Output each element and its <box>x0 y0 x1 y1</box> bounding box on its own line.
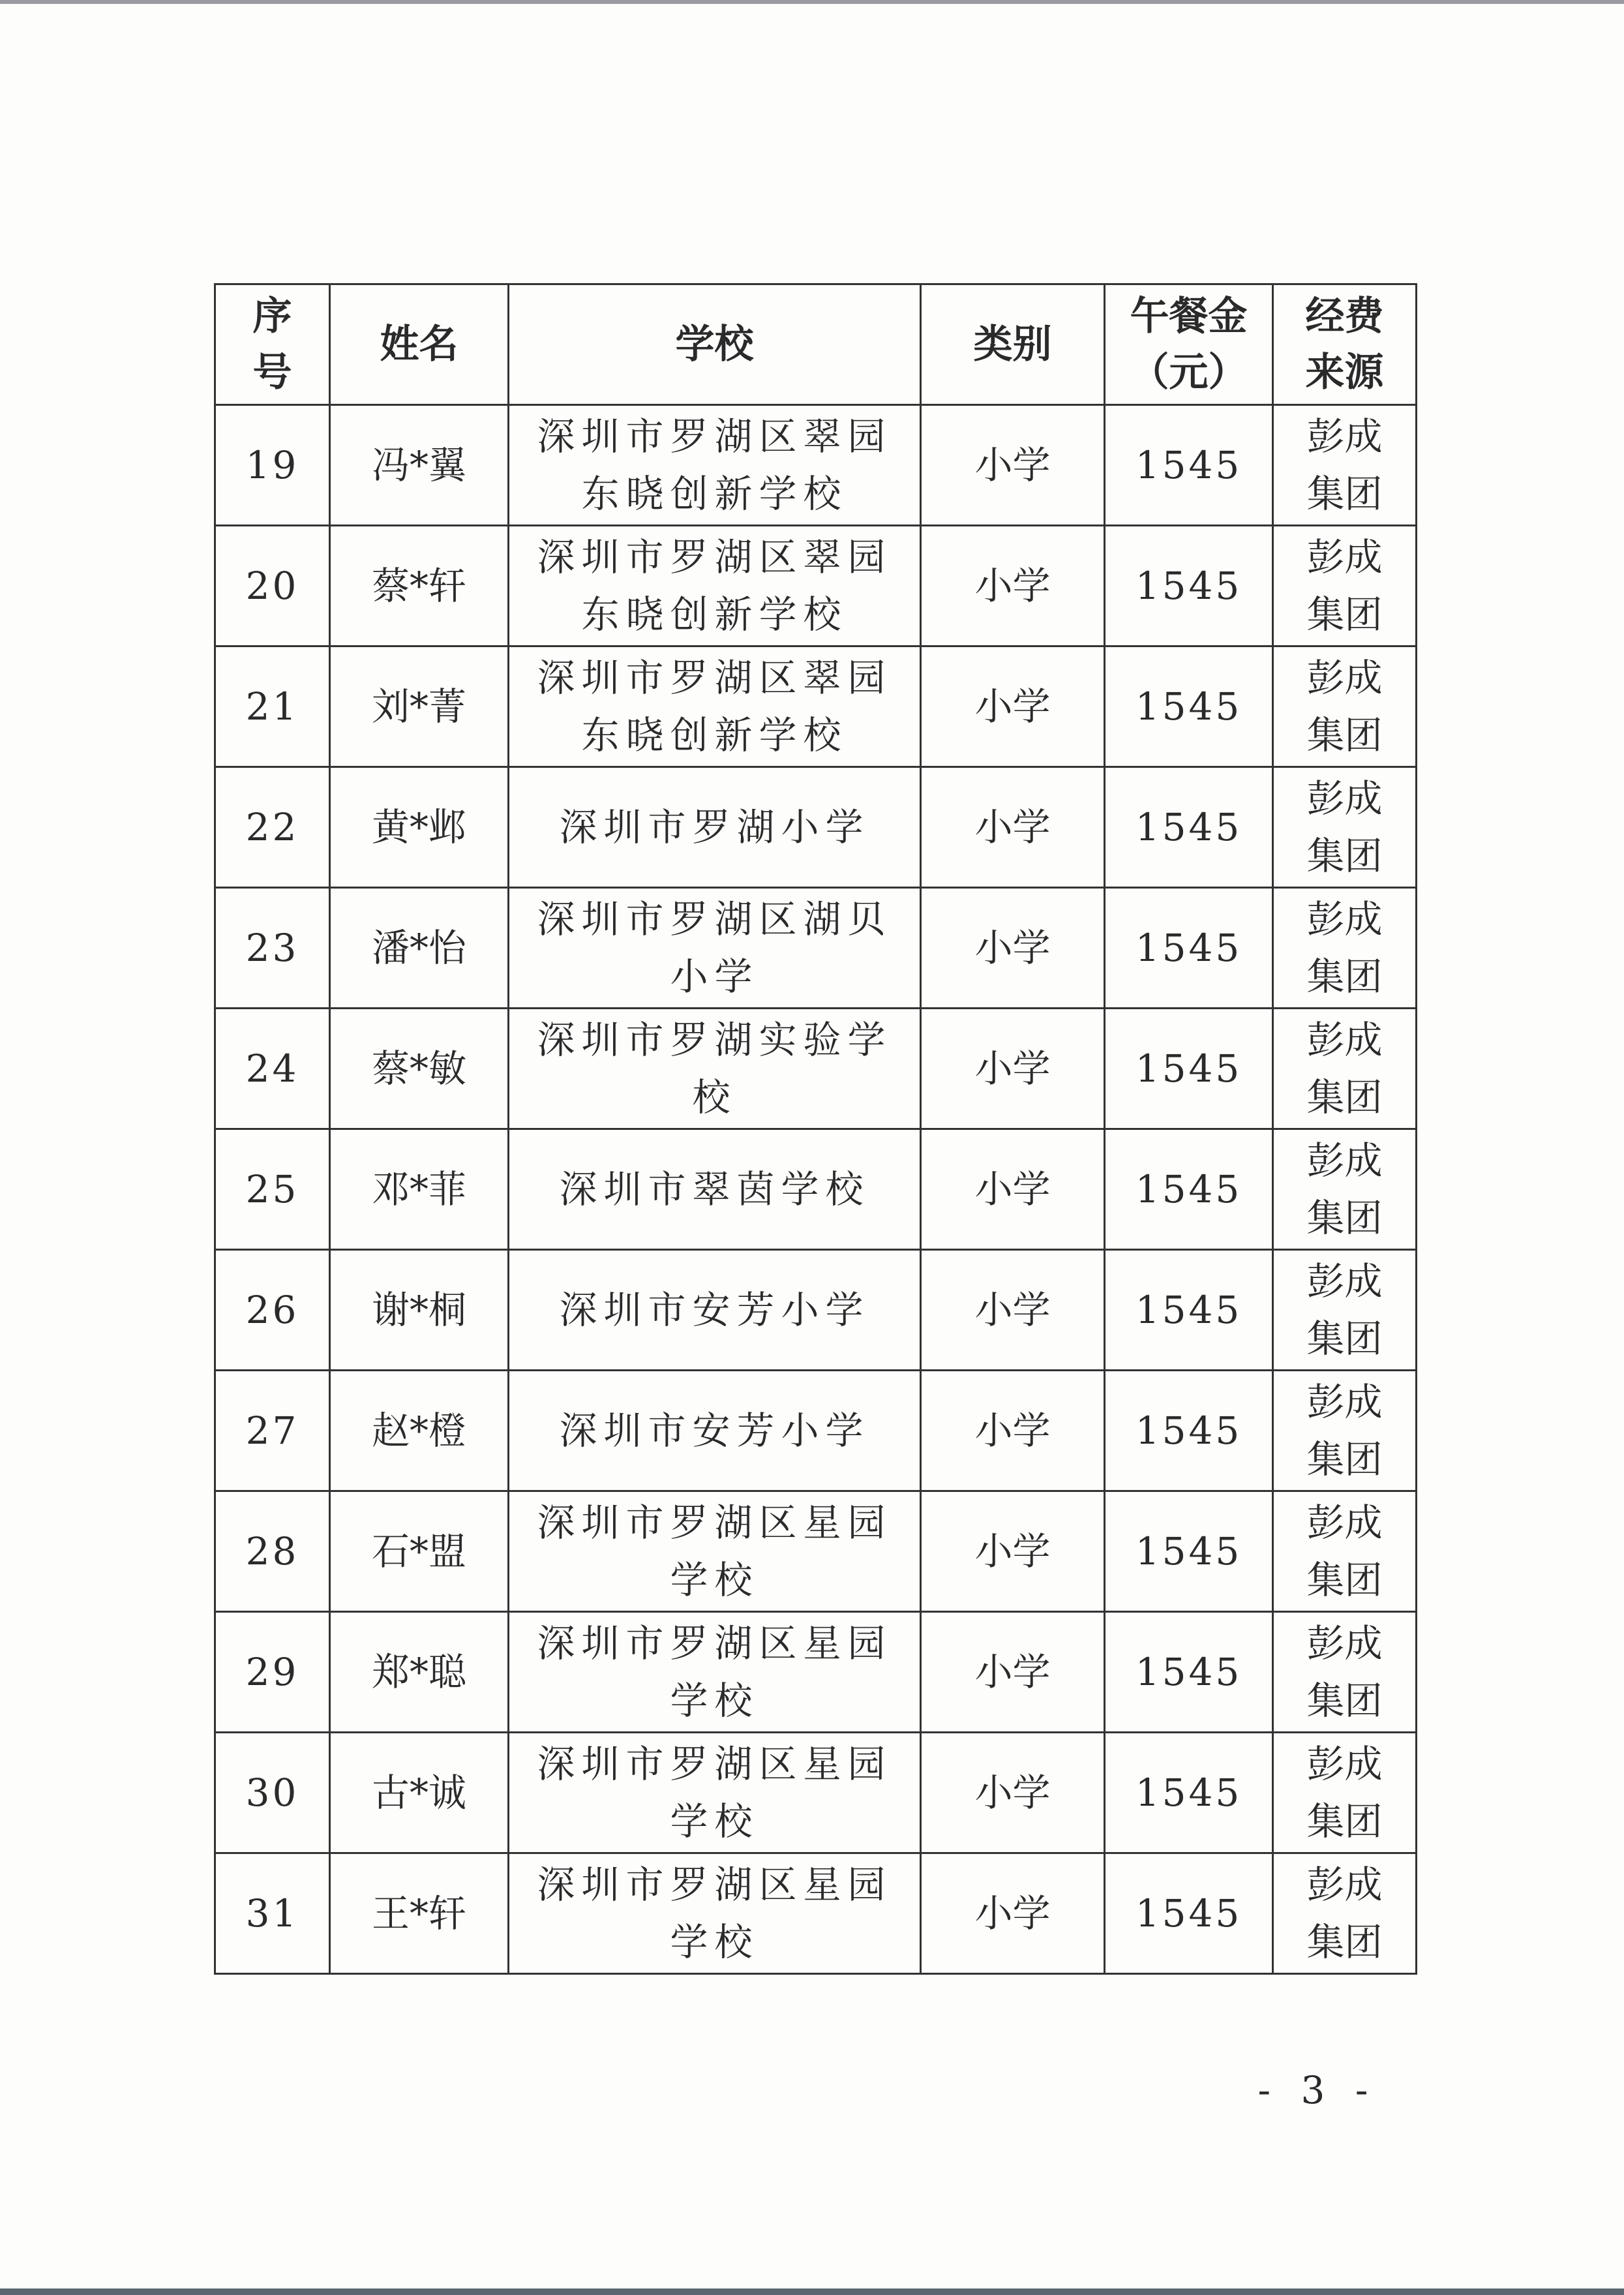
row-amount-cell <box>1105 526 1273 646</box>
row-name-cell <box>330 646 509 767</box>
row-amount-cell <box>1105 1491 1273 1612</box>
row-amount: 1545 <box>1135 805 1242 849</box>
header-funding-line-2: 来源 <box>1305 350 1384 395</box>
row-funding-line: 集团 <box>1306 1679 1383 1723</box>
row-funding-line: 集团 <box>1306 1558 1383 1602</box>
row-amount: 1545 <box>1135 1288 1242 1332</box>
row-index-cell <box>215 1009 330 1129</box>
row-funding-line: 集团 <box>1306 1920 1383 1964</box>
row-funding-line: 彭成 <box>1306 776 1383 821</box>
row-name: 冯*翼 <box>371 443 466 487</box>
table-row <box>215 1491 1417 1612</box>
row-school-cell <box>509 1371 921 1491</box>
header-name-text: 姓名 <box>380 322 459 367</box>
row-funding-line: 彭成 <box>1306 1621 1383 1665</box>
row-index-cell <box>215 1129 330 1250</box>
table-row <box>215 1371 1417 1491</box>
row-funding-line: 集团 <box>1306 713 1383 757</box>
row-index: 26 <box>245 1288 299 1332</box>
row-index-cell <box>215 767 330 888</box>
row-name-cell <box>330 405 509 526</box>
page-number: - 3 - <box>1257 2068 1377 2112</box>
row-funding-cell <box>1273 1733 1417 1853</box>
row-name-cell <box>330 1371 509 1491</box>
row-name-cell <box>330 888 509 1009</box>
row-amount: 1545 <box>1135 1650 1242 1694</box>
row-index-cell <box>215 1612 330 1733</box>
row-index-cell <box>215 646 330 767</box>
table-header-row <box>215 284 1417 405</box>
row-category-cell <box>921 1009 1105 1129</box>
table-row <box>215 1853 1417 1974</box>
row-funding-line: 集团 <box>1306 1075 1383 1119</box>
row-category: 小学 <box>974 1167 1051 1211</box>
row-category: 小学 <box>974 1529 1051 1573</box>
row-funding-line: 彭成 <box>1306 656 1383 700</box>
row-index: 21 <box>245 684 299 729</box>
row-amount: 1545 <box>1135 684 1242 729</box>
header-amount-line-1: 午餐金 <box>1130 294 1248 339</box>
row-funding-line: 集团 <box>1306 1799 1383 1844</box>
row-category-cell <box>921 1853 1105 1974</box>
table-row <box>215 1009 1417 1129</box>
row-category: 小学 <box>974 1288 1051 1332</box>
row-amount-cell <box>1105 1371 1273 1491</box>
row-funding-line: 彭成 <box>1306 1742 1383 1786</box>
row-name: 黄*邺 <box>371 805 466 849</box>
header-amount-line-2: （元） <box>1130 350 1248 395</box>
row-school-line: 深圳市翠茵学校 <box>559 1167 870 1211</box>
row-amount-cell <box>1105 1009 1273 1129</box>
header-funding <box>1273 284 1417 405</box>
row-amount-cell <box>1105 1612 1273 1733</box>
row-name-cell <box>330 767 509 888</box>
row-school-line: 小学 <box>670 954 759 999</box>
table-row <box>215 1612 1417 1733</box>
row-index-cell <box>215 1853 330 1974</box>
row-index: 31 <box>245 1891 299 1936</box>
row-name: 王*轩 <box>371 1891 466 1936</box>
row-category-cell <box>921 405 1105 526</box>
row-index: 23 <box>245 926 299 970</box>
row-category: 小学 <box>974 564 1051 608</box>
table-row <box>215 646 1417 767</box>
row-funding-line: 彭成 <box>1306 414 1383 459</box>
row-name: 石*盟 <box>371 1529 466 1573</box>
row-school-cell <box>509 405 921 526</box>
row-school-line: 学校 <box>670 1679 759 1723</box>
row-school-line: 深圳市安芳小学 <box>559 1408 870 1453</box>
row-school-line: 学校 <box>670 1558 759 1602</box>
row-category: 小学 <box>974 1046 1051 1091</box>
row-funding-line: 彭成 <box>1306 535 1383 579</box>
row-category: 小学 <box>974 1650 1051 1694</box>
header-category-text: 类别 <box>973 322 1052 367</box>
row-name-cell <box>330 1853 509 1974</box>
row-school-cell <box>509 888 921 1009</box>
row-index-cell <box>215 405 330 526</box>
row-category: 小学 <box>974 1408 1051 1453</box>
row-category: 小学 <box>974 443 1051 487</box>
row-amount: 1545 <box>1135 926 1242 970</box>
row-school-line: 学校 <box>670 1799 759 1844</box>
row-category-cell <box>921 1612 1105 1733</box>
row-school-line: 深圳市罗湖区翠园 <box>537 656 892 700</box>
row-school-cell <box>509 646 921 767</box>
row-amount-cell <box>1105 888 1273 1009</box>
row-name: 刘*菁 <box>371 684 466 729</box>
row-amount-cell <box>1105 1733 1273 1853</box>
row-name: 郑*聪 <box>371 1650 466 1694</box>
row-funding-cell <box>1273 1491 1417 1612</box>
row-name: 赵*橙 <box>371 1408 466 1453</box>
row-funding-line: 集团 <box>1306 834 1383 878</box>
table-row <box>215 888 1417 1009</box>
scan-edge-bottom <box>0 2288 1624 2295</box>
row-index-cell <box>215 1491 330 1612</box>
row-category: 小学 <box>974 1771 1051 1815</box>
row-school-line: 深圳市罗湖小学 <box>559 805 870 849</box>
row-school-line: 深圳市罗湖区翠园 <box>537 414 892 459</box>
row-category-cell <box>921 526 1105 646</box>
row-funding-line: 集团 <box>1306 1196 1383 1240</box>
row-funding-cell <box>1273 1250 1417 1371</box>
row-school-line: 学校 <box>670 1920 759 1964</box>
header-school <box>509 284 921 405</box>
row-name: 蔡*轩 <box>371 564 466 608</box>
row-school-line: 东晓创新学校 <box>581 592 848 637</box>
row-school-line: 校 <box>692 1075 737 1119</box>
row-name: 谢*桐 <box>371 1288 466 1332</box>
table-row <box>215 767 1417 888</box>
row-index-cell <box>215 526 330 646</box>
row-amount-cell <box>1105 1853 1273 1974</box>
row-funding-line: 集团 <box>1306 472 1383 516</box>
row-index: 27 <box>245 1408 299 1453</box>
row-amount-cell <box>1105 767 1273 888</box>
row-index-cell <box>215 1733 330 1853</box>
row-category-cell <box>921 1129 1105 1250</box>
scan-edge-top <box>0 0 1624 4</box>
row-funding-cell <box>1273 1129 1417 1250</box>
row-school-line: 东晓创新学校 <box>581 472 848 516</box>
row-school-cell <box>509 1009 921 1129</box>
row-funding-line: 集团 <box>1306 1316 1383 1361</box>
header-school-text: 学校 <box>675 322 754 367</box>
row-funding-line: 集团 <box>1306 1437 1383 1482</box>
row-amount-cell <box>1105 646 1273 767</box>
row-index: 22 <box>245 805 299 849</box>
row-index: 25 <box>245 1167 299 1211</box>
row-amount: 1545 <box>1135 1771 1242 1815</box>
row-name-cell <box>330 526 509 646</box>
row-name-cell <box>330 1491 509 1612</box>
row-funding-cell <box>1273 1612 1417 1733</box>
row-funding-line: 彭成 <box>1306 1138 1383 1183</box>
row-funding-line: 集团 <box>1306 954 1383 999</box>
lunch-subsidy-table <box>214 283 1417 1975</box>
row-funding-cell <box>1273 1009 1417 1129</box>
row-school-line: 深圳市罗湖实验学 <box>537 1018 892 1062</box>
row-amount: 1545 <box>1135 443 1242 487</box>
row-index: 20 <box>245 564 299 608</box>
row-amount: 1545 <box>1135 564 1242 608</box>
row-school-cell <box>509 1612 921 1733</box>
row-index-cell <box>215 1250 330 1371</box>
row-index: 29 <box>245 1650 299 1694</box>
row-school-cell <box>509 1250 921 1371</box>
row-index: 30 <box>245 1771 299 1815</box>
row-name: 蔡*敏 <box>371 1046 466 1091</box>
header-index <box>215 284 330 405</box>
row-school-cell <box>509 526 921 646</box>
row-category-cell <box>921 1250 1105 1371</box>
header-category <box>921 284 1105 405</box>
row-school-cell <box>509 767 921 888</box>
row-school-cell <box>509 1853 921 1974</box>
row-category-cell <box>921 888 1105 1009</box>
row-funding-line: 集团 <box>1306 592 1383 637</box>
row-funding-cell <box>1273 405 1417 526</box>
row-category: 小学 <box>974 805 1051 849</box>
row-funding-line: 彭成 <box>1306 897 1383 941</box>
row-category: 小学 <box>974 926 1051 970</box>
row-amount-cell <box>1105 1129 1273 1250</box>
row-school-line: 深圳市罗湖区星园 <box>537 1500 892 1545</box>
row-school-line: 深圳市罗湖区湖贝 <box>537 897 892 941</box>
row-name-cell <box>330 1009 509 1129</box>
row-school-line: 深圳市罗湖区翠园 <box>537 535 892 579</box>
row-school-cell <box>509 1491 921 1612</box>
row-school-cell <box>509 1733 921 1853</box>
row-school-line: 深圳市罗湖区星园 <box>537 1621 892 1665</box>
table-row <box>215 1250 1417 1371</box>
row-amount: 1545 <box>1135 1408 1242 1453</box>
row-category-cell <box>921 1491 1105 1612</box>
row-index: 24 <box>245 1046 299 1091</box>
row-school-line: 深圳市罗湖区星园 <box>537 1862 892 1907</box>
row-category-cell <box>921 1371 1105 1491</box>
row-name-cell <box>330 1250 509 1371</box>
row-funding-line: 彭成 <box>1306 1380 1383 1424</box>
row-category-cell <box>921 1733 1105 1853</box>
row-funding-cell <box>1273 646 1417 767</box>
table-row <box>215 1129 1417 1250</box>
row-funding-cell <box>1273 1371 1417 1491</box>
row-funding-cell <box>1273 767 1417 888</box>
row-category: 小学 <box>974 1891 1051 1936</box>
row-name: 邓*菲 <box>371 1167 466 1211</box>
row-amount: 1545 <box>1135 1891 1242 1936</box>
table-row <box>215 405 1417 526</box>
row-index: 28 <box>245 1529 299 1573</box>
table-body <box>215 405 1417 1974</box>
header-index-line-2: 号 <box>252 350 292 395</box>
row-index-cell <box>215 888 330 1009</box>
row-funding-line: 彭成 <box>1306 1259 1383 1303</box>
row-funding-line: 彭成 <box>1306 1500 1383 1545</box>
table-row <box>215 1733 1417 1853</box>
row-school-line: 深圳市罗湖区星园 <box>537 1742 892 1786</box>
row-name: 潘*怡 <box>371 926 466 970</box>
row-amount: 1545 <box>1135 1529 1242 1573</box>
row-name-cell <box>330 1733 509 1853</box>
row-school-cell <box>509 1129 921 1250</box>
row-name: 古*诚 <box>371 1771 466 1815</box>
row-funding-line: 彭成 <box>1306 1018 1383 1062</box>
row-funding-cell <box>1273 888 1417 1009</box>
table-row <box>215 526 1417 646</box>
row-amount: 1545 <box>1135 1167 1242 1211</box>
row-school-line: 东晓创新学校 <box>581 713 848 757</box>
row-amount: 1545 <box>1135 1046 1242 1091</box>
row-name-cell <box>330 1129 509 1250</box>
row-school-line: 深圳市安芳小学 <box>559 1288 870 1332</box>
row-index-cell <box>215 1371 330 1491</box>
row-name-cell <box>330 1612 509 1733</box>
row-funding-cell <box>1273 1853 1417 1974</box>
row-funding-cell <box>1273 526 1417 646</box>
row-funding-line: 彭成 <box>1306 1862 1383 1907</box>
header-name <box>330 284 509 405</box>
header-index-line-1: 序 <box>252 294 292 339</box>
header-funding-line-1: 经费 <box>1305 294 1384 339</box>
row-amount-cell <box>1105 1250 1273 1371</box>
row-index: 19 <box>245 443 299 487</box>
row-category-cell <box>921 646 1105 767</box>
row-category-cell <box>921 767 1105 888</box>
header-amount <box>1105 284 1273 405</box>
row-category: 小学 <box>974 684 1051 729</box>
row-amount-cell <box>1105 405 1273 526</box>
